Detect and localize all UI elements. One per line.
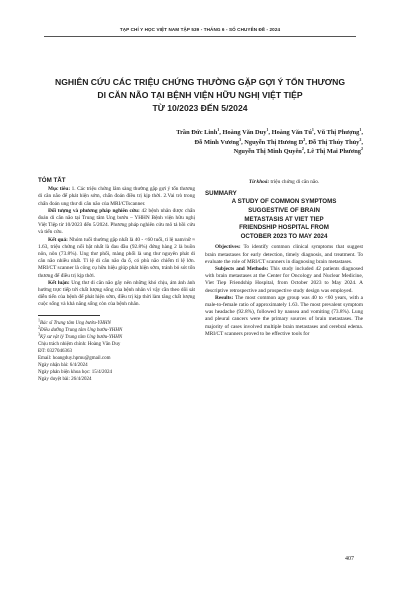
en-summary-heading: SUMMARY: [205, 190, 237, 198]
vi-results: Kết quả: Nhóm tuổi thường gặp nhất là 40 - <60 tuổi, tỉ lệ nam/nữ ≈ 1.63, triệu chứng nổi bật nhất là đau đầu (92.8%) đứng hàng 2 là buồn nôn, nôn (73.8%). Ung thư phổi, màng phổi là ung thư nguyên phát di căn não nhiều nhất. Tỉ lệ di căn não đa ổ, có phù não chiếm tỉ lệ lớn. MRI/CT scanner là công cụ hữu hiệu giúp phát hiện sớm, tránh bỏ sót tổn thương để điều trị kịp thời.: [38, 236, 195, 279]
vi-objective: Mục tiêu: 1. Các triệu chứng lâm sàng thường gặp gợi ý tổn thương di căn não để phát hiện sớm, chẩn đoán điều trị kịp thời. 2.Vai trò trong chẩn đoán ung thư di căn não của MRI/CTscanner.: [38, 186, 195, 207]
en-title: [205, 198, 363, 241]
footnote: ĐT: 0327046363: [38, 348, 73, 354]
vi-abstract-heading: TÓM TẮT: [38, 177, 66, 184]
footnotes: [38, 317, 195, 383]
author-line: Trần Đức Linh$^1$, Hoàng Văn Duy$^1$, Hoàng Văn $Tú^1$, Vũ Thị Phượng$^1$,: [176, 126, 363, 136]
footnote: $^3$Kỹ sư vật lý Trung tâm Ung bướu-YHHN: [38, 331, 123, 340]
en-title-line: SUGGESTIVE OF BRAIN: [248, 207, 320, 214]
en-results: Results: The most common age group was 40 to <60 years, with a male-to-female ratio of approximately 1.63. The most prevalent symptom was headache (92.8%), followed by nausea and vomiting (73.8%). Lung and pleural cancers were the primary sources of brain metastases. The majority of cases involved multiple brain metastases and cerebral edema. MRI/CT scanners proved to be effective tools for: [205, 294, 363, 337]
title-line: NGHIÊN CỨU CÁC TRIỆU CHỨNG THƯỜNG GẶP GỢI Ý TỔN THƯƠNG: [54, 77, 346, 87]
en-objectives: Objectives: To identify common clinical symptoms that suggest brain metastases for early detection, timely diagnosis, and treatment. To evaluate the role of MRI/CT scanners in diagnosing brain metastases.: [205, 244, 363, 265]
author-line: Nguyễn Thị Minh Quyên$^2$, Lê Thị Mai Phương$^2$: [233, 146, 363, 156]
vi-conclusion: Kết luận: Ung thư di căn não gây nên những khó chịu, ám ảnh ảnh hưởng trực tiếp tới chất lượng sống của bệnh nhân vì vậy cần theo dõi sát diễn tiến của bệnh để phát hiện sớm, điều trị kịp thời làm tăng chất lượng cuộc sống và khả năng sống còn của bệnh nhân.: [38, 279, 196, 308]
left-column: [38, 177, 195, 383]
footnote: Chịu trách nhiệm chính: Hoàng Văn Duy: [38, 341, 121, 347]
en-subjects-methods: Subjects and Methods: This study included 42 patients diagnosed with brain metastases at the Center for Oncology and Nuclear Medicine, Viet Tiep Friendship Hospital, from October 2023 to May 2024. A descriptive retrospective and prospective study design was employed.: [205, 265, 363, 294]
footnote: Email: hoangduy.hpmu@gmail.com: [38, 355, 111, 361]
article-title: [30, 76, 370, 115]
en-title-line: OCTOBER 2023 TO MAY 2024: [240, 232, 328, 240]
footnote: Ngày duyệt bài: 26/4/2024: [38, 376, 92, 382]
footnote: $^2$Điều dưỡng Trung tâm Ung bướu-YHHN: [38, 324, 123, 333]
header-rule: [44, 36, 356, 37]
author-line: Đỗ Minh Vương$^3$, Nguyễn Thị Hương $D^2$, Đỗ Thị Thúy Thủy$^2$,: [194, 136, 363, 146]
footnote: Ngày phản biện khoa học: 15/4/2024: [38, 369, 113, 375]
en-title-line: METASTASIS AT VIET TIEP: [244, 215, 324, 223]
vi-keywords: Từ khoá: triệu chứng di căn não.: [248, 179, 320, 185]
title-line: TỪ 10/2023 ĐẾN 5/2024: [152, 103, 248, 113]
page-number: 407: [345, 556, 354, 562]
footnote: $^1$Bác sĩ Trung tâm Ung bướu-YHHN: [38, 317, 111, 326]
title-line: DI CĂN NÃO TẠI BỆNH VIỆN HỮU NGHỊ VIỆT TIỆP: [97, 90, 303, 100]
en-title-line: A STUDY OF COMMON SYMPTOMS: [231, 198, 337, 206]
running-header: TẠP CHÍ Y HỌC VIỆT NAM TẬP 539 - THÁNG 6 - SỐ CHUYÊN ĐỀ - 2024: [119, 27, 281, 32]
footnote: Ngày nhận bài: 6/4/2024: [38, 362, 88, 368]
right-column: [205, 177, 363, 338]
en-title-line: FRIENDSHIP HOSPITAL FROM: [239, 224, 329, 232]
footnote-rule: [38, 315, 100, 316]
author-list: [103, 128, 363, 157]
vi-methods: Đối tượng và phương pháp nghiên cứu: 42 bệnh nhân được chẩn đoán di căn não tại Trung tâm Ung bướu – YHHN Bệnh viện hữu nghị Việt Tiệp từ 10/2023 đến 5/2024. Phương pháp nghiên cứu mô tả hồi cứu và tiến cứu.: [38, 207, 196, 236]
